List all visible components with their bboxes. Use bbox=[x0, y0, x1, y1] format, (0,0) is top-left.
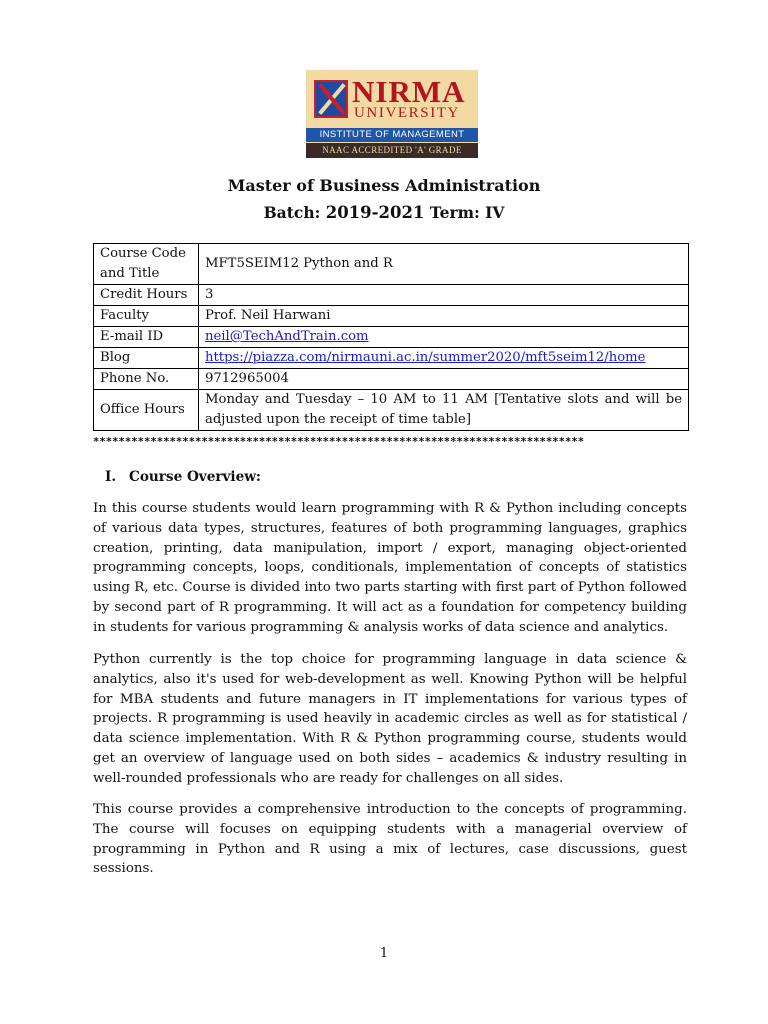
table-row bbox=[94, 306, 689, 327]
paragraph: This course provides a comprehensive introduction to the concepts of programming. The course will focuses on equipping students with a managerial overview of programming in Python and R using a mix of lectures, case discussions, guest sessions. bbox=[93, 802, 687, 877]
paragraph: Python currently is the top choice for programming language in data science & analytics, also it's used for web-development as well. Knowing Python will be helpful for MBA students and future managers in IT implementations for various types of projects. R programming is used heavily in academic circles as well as for statistical / data science implementation. With R & Python programming course, students would get an overview of language used on both sides – academics & industry resulting in well-rounded professionals who are ready for challenges on all sides. bbox=[93, 652, 687, 786]
row-value bbox=[199, 327, 689, 348]
row-value: 3 bbox=[199, 285, 689, 306]
logo-accreditation: NAAC ACCREDITED 'A' GRADE bbox=[306, 143, 478, 158]
row-key: Phone No. bbox=[94, 369, 199, 390]
university-logo bbox=[306, 70, 478, 158]
page-number: 1 bbox=[379, 946, 389, 961]
row-key: Blog bbox=[94, 348, 199, 369]
row-value bbox=[199, 348, 689, 369]
email-link[interactable]: neil@TechAndTrain.com bbox=[205, 329, 369, 344]
document-title: Master of Business Administration bbox=[227, 176, 541, 195]
row-value: Monday and Tuesday – 10 AM to 11 AM [Tentative slots and will be adjusted upon the receipt of time table] bbox=[199, 390, 689, 431]
table-row bbox=[94, 244, 689, 285]
table-row bbox=[94, 369, 689, 390]
row-key: Office Hours bbox=[94, 390, 199, 431]
section-heading bbox=[105, 466, 261, 488]
row-key: Course Code and Title bbox=[94, 244, 199, 285]
batch-label: Batch: bbox=[263, 203, 321, 222]
table-row bbox=[94, 285, 689, 306]
logo-subtitle: UNIVERSITY bbox=[354, 105, 460, 121]
section-number: I. bbox=[105, 469, 117, 485]
row-key: Faculty bbox=[94, 306, 199, 327]
course-info-table bbox=[93, 243, 689, 431]
row-value: 9712965004 bbox=[199, 369, 689, 390]
batch-term: Term: IV bbox=[429, 203, 505, 222]
row-key: E-mail ID bbox=[94, 327, 199, 348]
separator-line: ***************************************************************************** bbox=[93, 436, 585, 448]
row-value: MFT5SEIM12 Python and R bbox=[199, 244, 689, 285]
logo-name: NIRMA bbox=[352, 74, 466, 109]
row-key: Credit Hours bbox=[94, 285, 199, 306]
batch-years: 2019-2021 bbox=[325, 203, 425, 222]
university-emblem-icon bbox=[314, 80, 348, 118]
logo-institute: INSTITUTE OF MANAGEMENT bbox=[306, 128, 478, 142]
batch-line bbox=[0, 202, 768, 224]
table-row bbox=[94, 327, 689, 348]
paragraph: In this course students would learn programming with R & Python including concepts of various data types, structures, features of both programming languages, graphics creation, printing, data manipulation, import / export, managing object-oriented programming concepts, loops, conditionals, implementation of concepts of statistics using R, etc. Course is divided into two parts starting with first part of Python followed by second part of R programming. It will act as a foundation for competency building in students for various programming & analysis works of data science and analytics. bbox=[93, 501, 687, 635]
table-row bbox=[94, 348, 689, 369]
row-value: Prof. Neil Harwani bbox=[199, 306, 689, 327]
blog-link[interactable]: https://piazza.com/nirmauni.ac.in/summer2020/mft5seim12/home bbox=[205, 350, 646, 365]
section-title: Course Overview: bbox=[129, 469, 261, 485]
table-row bbox=[94, 390, 689, 431]
